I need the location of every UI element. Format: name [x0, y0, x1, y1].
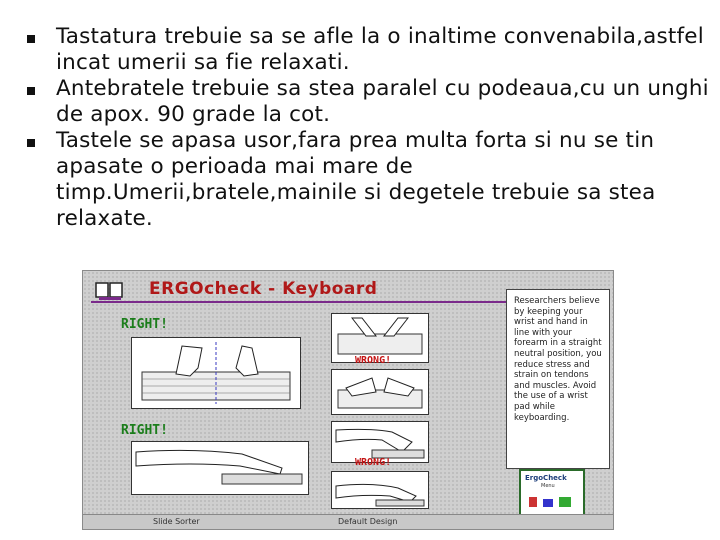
book-logo-icon — [95, 279, 125, 301]
bullet-item — [20, 128, 710, 232]
screenshot-title: ERGOcheck - Keyboard — [149, 279, 378, 299]
hands-wrong-middle-image — [331, 369, 429, 415]
right-label: RIGHT! — [121, 317, 168, 332]
bullet-square-icon — [27, 139, 35, 147]
keyboard-hands-icon — [332, 370, 428, 414]
keyboard-hands-icon — [132, 338, 300, 408]
arm-keyboard-icon — [132, 442, 308, 494]
bullet-list — [20, 24, 710, 232]
arm-correct-side-image — [131, 441, 309, 495]
status-mid: Default Design — [338, 517, 398, 526]
arm-keyboard-icon — [332, 422, 428, 462]
bullet-text: Tastele se apasa usor,fara prea multa forta si nu se tin apasate o perioada mai mare de timp.Umerii,bratele,mainile si degetele trebuie sa stea relaxate. — [56, 128, 656, 231]
ergocheck-menu-thumbnail — [519, 469, 585, 519]
thumbnail-subtitle: Menu — [541, 483, 555, 489]
ergocheck-screenshot — [82, 270, 614, 530]
arm-keyboard-icon — [332, 472, 428, 508]
status-bar — [83, 514, 613, 530]
right-label: RIGHT! — [121, 423, 168, 438]
info-panel — [506, 289, 610, 469]
bullet-text: Antebratele trebuie sa stea paralel cu podeaua,cu un unghi de apox. 90 grade la cot. — [56, 76, 709, 127]
wrist-wrong-image — [331, 471, 429, 509]
bullet-square-icon — [27, 35, 35, 43]
thumbnail-title: ErgoCheck — [525, 474, 567, 482]
figures-icon — [527, 493, 575, 511]
bullet-item — [20, 24, 710, 76]
bullet-item — [20, 76, 710, 128]
hands-correct-top-image — [131, 337, 301, 409]
bullet-text: Tastatura trebuie sa se afle la o inaltime convenabila,astfel incat umerii sa fie relaxati. — [56, 24, 704, 75]
wrong-label: WRONG! — [355, 355, 392, 366]
wrong-label: WRONG! — [355, 457, 392, 468]
status-left: Slide Sorter — [153, 517, 200, 526]
bullet-square-icon — [27, 87, 35, 95]
info-text: Researchers believe by keeping your wrist and hand in line with your forearm in a straight neutral position, you reduce stress and strain on tendons and muscles. Avoid the use of a wrist pad while keyboarding. — [514, 296, 602, 423]
